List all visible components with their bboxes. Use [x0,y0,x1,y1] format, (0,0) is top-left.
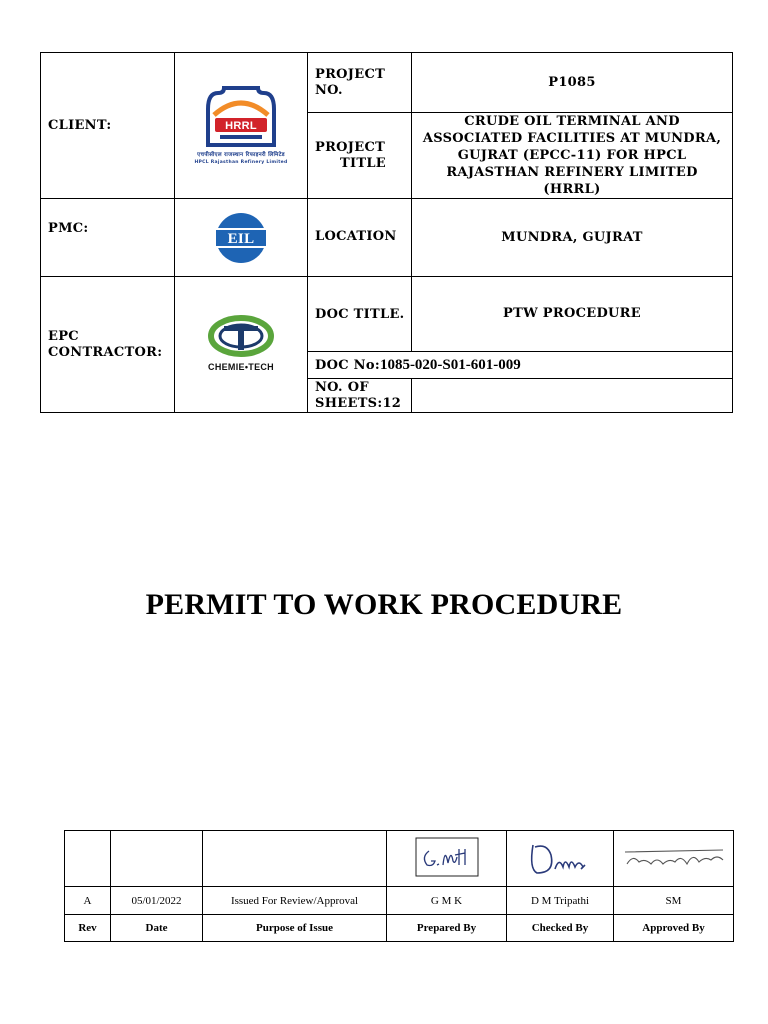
hrrl-logo-icon [194,85,288,167]
prepared-signature [415,837,479,877]
epc-logo-cell [175,277,308,413]
project-title-label-cell [308,113,412,199]
location-label: LOCATION [315,229,397,244]
eil-logo-icon [214,211,268,265]
blank-cell [111,831,203,887]
project-title-label-1: PROJECT [315,139,386,155]
project-title-line: RAJASTHAN REFINERY LIMITED [446,165,698,180]
sheets-label-2: SHEETS:12 [315,395,402,411]
project-title-line: CRUDE OIL TERMINAL AND [464,114,680,129]
sheets-blank-cell [412,379,733,413]
document-title: PERMIT TO WORK PROCEDURE [145,588,623,621]
epc-label-cell [41,277,175,413]
location-value: MUNDRA, GUJRAT [501,229,643,245]
revision-row [65,887,734,915]
approved-signature-cell [614,831,734,887]
project-no-value-cell [412,53,733,113]
signature-row [65,831,734,887]
purpose-cell: Issued For Review/Approval [203,887,387,915]
pmc-label-cell [41,199,175,277]
doc-no-label: DOC No: [315,357,380,373]
hrrl-logo-text: HRRL [225,119,257,132]
prepared-cell: G M K [387,887,507,915]
project-no-value: P1085 [548,74,596,90]
doc-title-value: PTW PROCEDURE [503,306,641,321]
epc-label-2: CONTRACTOR: [48,344,163,360]
checked-cell: D M Tripathi [507,887,614,915]
blank-cell [65,831,111,887]
project-title-line: ASSOCIATED FACILITIES AT MUNDRA, [422,131,722,146]
eil-logo [175,211,307,265]
doc-no-cell [308,352,733,379]
eil-logo-text: EIL [227,230,255,247]
date-header: Date [111,915,203,942]
purpose-header: Purpose of Issue [203,915,387,942]
pmc-logo-cell [175,199,308,277]
document-header-table [40,52,733,413]
client-label-cell [41,53,175,199]
location-label-cell [308,199,412,277]
rev-cell: A [65,887,111,915]
project-title-line: (HRRL) [543,182,601,197]
revision-header-row [65,915,734,942]
doc-title-label-cell [308,277,412,352]
svg-text:एचपीसीएल राजस्थान रिफाइनरी लिम: एचपीसीएल राजस्थान रिफाइनरी लिमिटेड [197,151,285,158]
checked-signature [525,835,595,879]
prepared-signature-cell [387,831,507,887]
checked-header: Checked By [507,915,614,942]
svg-text:HPCL Rajasthan Refinery Limite: HPCL Rajasthan Refinery Limited [194,159,288,165]
rev-header: Rev [65,915,111,942]
revision-table [64,830,734,942]
chemie-tech-logo [175,314,307,376]
project-no-label-cell [308,53,412,113]
hrrl-logo [175,85,307,167]
location-value-cell [412,199,733,277]
chemie-tech-logo-text: CHEMIE•TECH [208,361,274,372]
blank-cell [203,831,387,887]
doc-no-value: 1085-020-S01-601-009 [379,356,521,373]
approved-header: Approved By [614,915,734,942]
project-title-label-2: TITLE [340,155,386,171]
client-label: CLIENT: [48,118,112,133]
project-title-line: GUJRAT (EPCC-11) FOR HPCL [457,148,687,163]
project-title-value-cell [412,113,733,199]
chemie-tech-logo-icon [196,314,286,376]
prepared-header: Prepared By [387,915,507,942]
checked-signature-cell [507,831,614,887]
approved-signature [619,840,729,874]
doc-title-label: DOC TITLE. [315,307,405,322]
approved-cell: SM [614,887,734,915]
epc-label-1: EPC [48,328,79,344]
project-no-label-1: PROJECT [315,66,386,82]
client-logo-cell [175,53,308,199]
sheets-label-cell [308,379,412,413]
sheets-label-1: NO. OF [315,379,369,395]
doc-title-value-cell [412,277,733,352]
date-cell: 05/01/2022 [111,887,203,915]
pmc-label: PMC: [48,221,89,236]
project-no-label-2: NO. [315,82,343,98]
